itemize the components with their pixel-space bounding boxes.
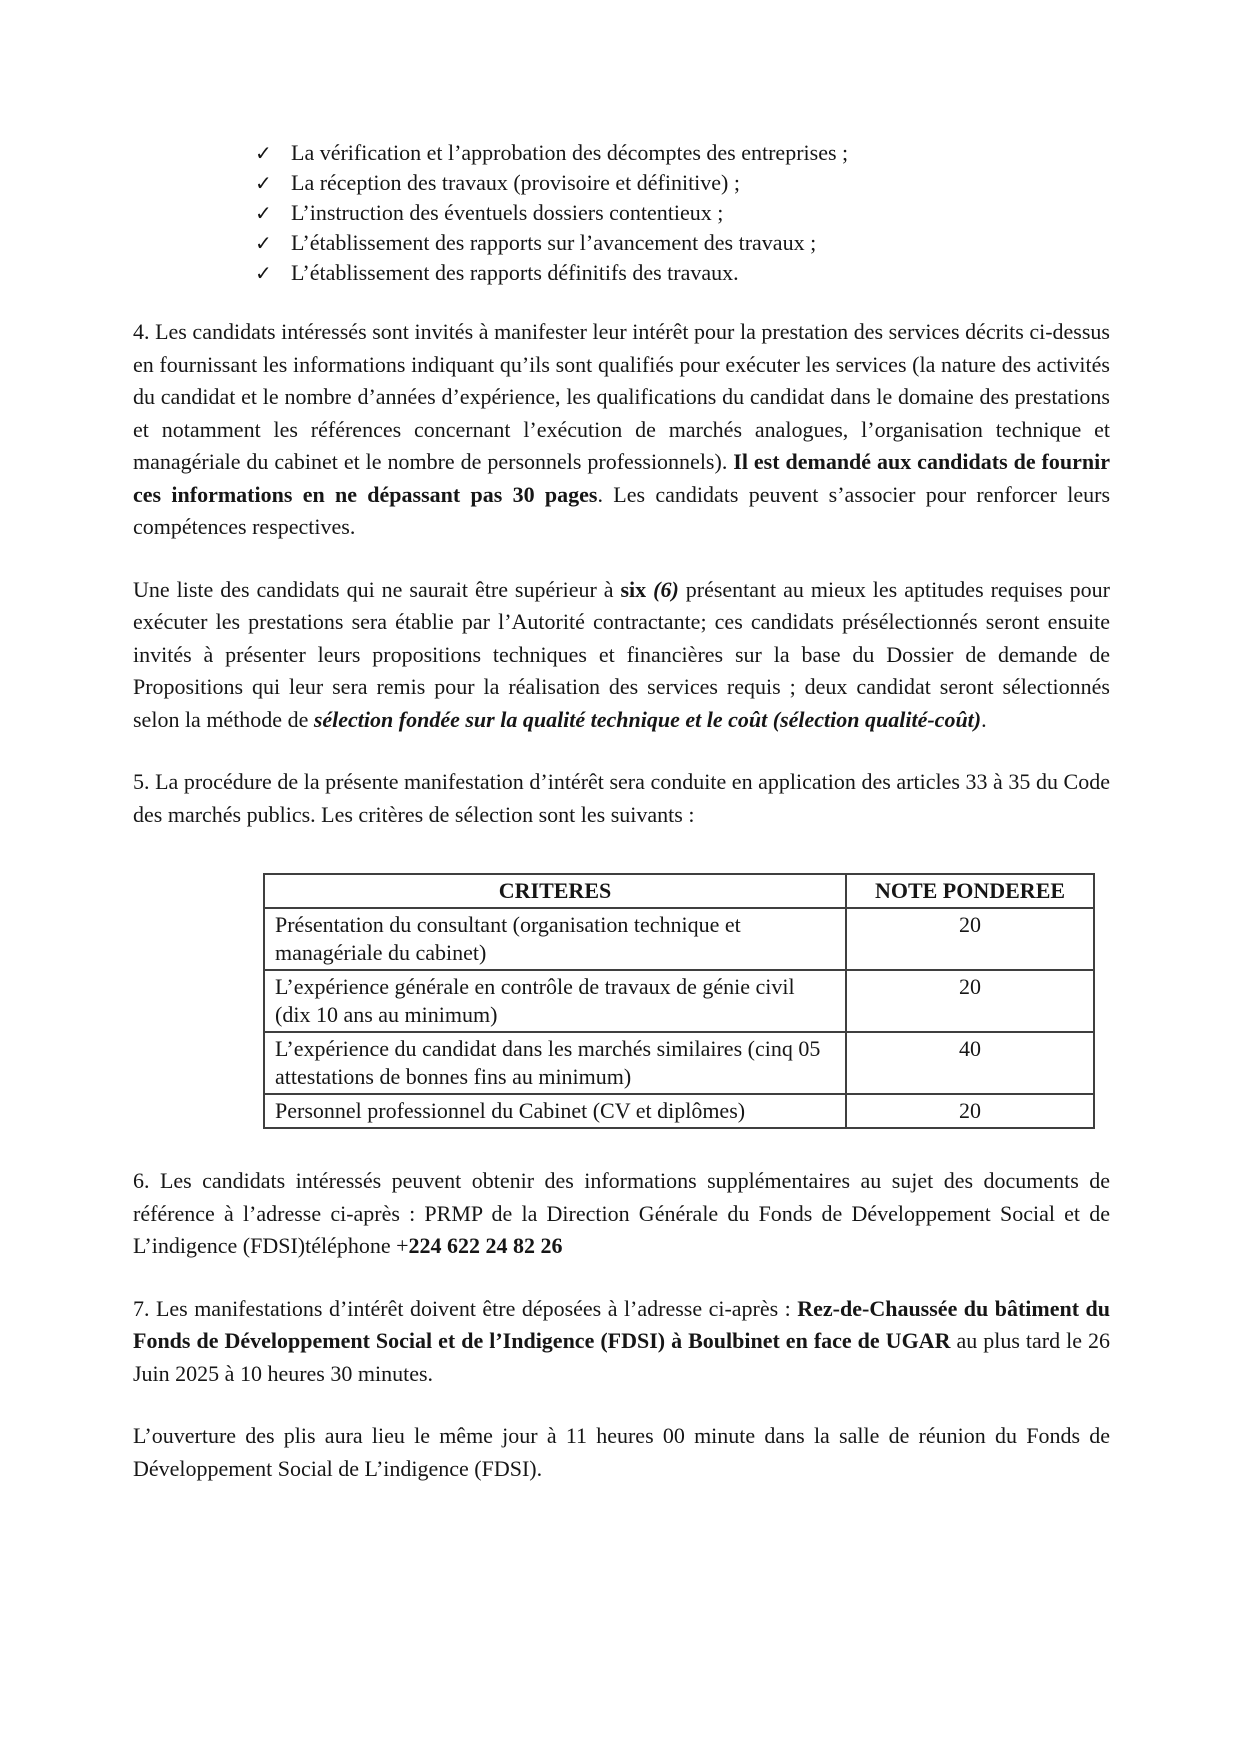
checkmark-icon: ✓ bbox=[255, 231, 272, 255]
note-cell: 20 bbox=[846, 908, 1094, 970]
table-header-note-ponderee: NOTE PONDEREE bbox=[846, 874, 1094, 908]
text-segment: . Les candidats peuvent s’associer pour renforcer leurs compétences respectives. bbox=[133, 481, 1111, 539]
table-row bbox=[264, 970, 1094, 1032]
list-item bbox=[255, 198, 1110, 228]
list-item-text: L’instruction des éventuels dossiers contentieux ; bbox=[291, 200, 724, 225]
table-row bbox=[264, 1032, 1094, 1094]
list-item bbox=[255, 258, 1110, 288]
text-segment: présentant au mieux les aptitudes requises pour exécuter les prestations sera établie par l’Autorité contractante; ces candidats présélectionnés seront ensuite invités à présenter leurs propositions techniques et financières sur la base du Dossier de demande de Propositions qui leur sera remis pour la réalisation des services requis ; deux candidat seront sélectionnés selon la méthode de bbox=[133, 576, 1110, 732]
list-item bbox=[255, 138, 1110, 168]
table-row bbox=[264, 1094, 1094, 1128]
text-segment: Une liste des candidats qui ne saurait être supérieur à bbox=[133, 576, 621, 602]
text-segment: 224 622 24 82 26 bbox=[408, 1233, 563, 1258]
text-segment: au plus tard le 26 Juin 2025 à 10 heures 30 minutes. bbox=[133, 1328, 1110, 1386]
paragraph-shortlist bbox=[133, 574, 1110, 737]
paragraph-7 bbox=[133, 1293, 1110, 1391]
text-segment: 5. La procédure de la présente manifestation d’intérêt sera conduite en application des articles 33 à 35 du Code des marchés publics. Les critères de sélection sont les suivants : bbox=[133, 769, 1110, 827]
text-segment: six bbox=[620, 576, 654, 602]
list-item-text: La réception des travaux (provisoire et définitive) ; bbox=[291, 170, 740, 195]
checkmark-icon: ✓ bbox=[255, 201, 272, 225]
list-item-text: La vérification et l’approbation des décomptes des entreprises ; bbox=[291, 140, 849, 165]
note-cell: 20 bbox=[846, 970, 1094, 1032]
criteria-cell: L’expérience du candidat dans les marchés similaires (cinq 05 attestations de bonnes fins au minimum) bbox=[264, 1032, 846, 1094]
paragraph-5 bbox=[133, 766, 1110, 831]
list-item-text: L’établissement des rapports sur l’avancement des travaux ; bbox=[291, 230, 817, 255]
text-segment: 7. Les manifestations d’intérêt doivent être déposées à l’adresse ci-après : bbox=[133, 1295, 798, 1321]
note-cell: 20 bbox=[846, 1094, 1094, 1128]
paragraph-6 bbox=[133, 1165, 1110, 1263]
checkmark-icon: ✓ bbox=[255, 141, 272, 165]
text-segment: 4. Les candidats intéressés sont invités à manifester leur intérêt pour la prestation des services décrits ci-dessus en fournissant les informations indiquant qu’ils sont qualifiés pour exécuter les services (la nature des activités du candidat et le nombre d’années d’expérience, les qualifications du candidat dans le domaine des prestations et notamment les références concernant l’exécution de marchés analogues, l’organisation technique et managériale du cabinet et le nombre de personnels professionnels). bbox=[133, 319, 1110, 474]
criteria-cell: L’expérience générale en contrôle de travaux de génie civil (dix 10 ans au minimum) bbox=[264, 970, 846, 1032]
criteria-cell: Personnel professionnel du Cabinet (CV et diplômes) bbox=[264, 1094, 846, 1128]
list-item bbox=[255, 168, 1110, 198]
criteria-cell: Présentation du consultant (organisation technique et managériale du cabinet) bbox=[264, 908, 846, 970]
paragraph-4 bbox=[133, 316, 1110, 544]
text-segment: 6. Les candidats intéressés peuvent obtenir des informations supplémentaires au sujet des documents de référence à l’adresse ci-après : PRMP de la Direction Générale du Fonds de Développement Social et de L’indigence (FDSI)téléphone + bbox=[133, 1168, 1110, 1258]
text-segment: L’ouverture des plis aura lieu le même jour à 11 heures 00 minute dans la salle de réunion du Fonds de Développement Social de L’indigence (FDSI). bbox=[133, 1423, 1110, 1481]
checkmark-icon: ✓ bbox=[255, 171, 272, 195]
table-row bbox=[264, 908, 1094, 970]
text-segment: sélection fondée sur la qualité technique et le coût (sélection qualité-coût) bbox=[313, 706, 982, 732]
text-segment: . bbox=[981, 706, 987, 732]
checklist bbox=[133, 138, 1110, 288]
text-segment: Il est demandé aux candidats de fournir ces informations en ne dépassant pas 30 pages bbox=[133, 449, 1110, 507]
table-header-row bbox=[264, 874, 1094, 908]
text-segment: (6) bbox=[653, 576, 679, 602]
checkmark-icon: ✓ bbox=[255, 261, 272, 285]
criteria-table bbox=[263, 873, 1095, 1129]
list-item bbox=[255, 228, 1110, 258]
text-segment: Rez-de-Chaussée du bâtiment du Fonds de Développement Social et de l’Indigence (FDSI) à Boulbinet en face de UGAR bbox=[133, 1295, 1110, 1353]
table-header-criteres: CRITERES bbox=[264, 874, 846, 908]
list-item-text: L’établissement des rapports définitifs des travaux. bbox=[291, 260, 739, 285]
note-cell: 40 bbox=[846, 1032, 1094, 1094]
paragraph-opening bbox=[133, 1420, 1110, 1485]
